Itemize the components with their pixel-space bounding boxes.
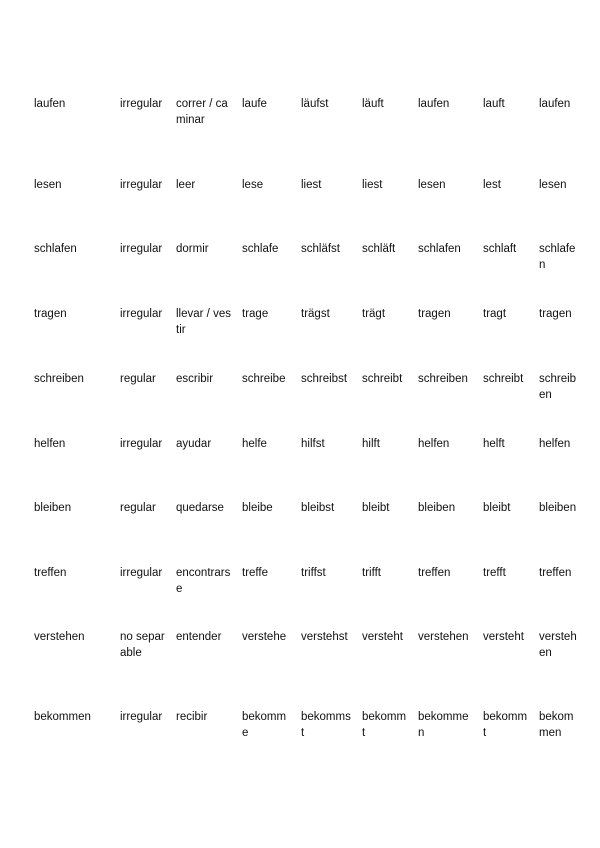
ich-form-cell: bleibe — [242, 502, 273, 514]
translation-cell: encontrarse — [176, 567, 231, 595]
wir-form-cell: helfen — [418, 438, 450, 450]
sie-form-cell: helfen — [539, 438, 571, 450]
wir-form-cell: schreiben — [418, 373, 468, 385]
er-form-cell: bleibt — [362, 502, 390, 514]
du-form-cell: schläfst — [301, 243, 340, 255]
du-form-cell: schreibst — [301, 373, 348, 385]
table-row — [28, 703, 584, 767]
ihr-form-cell: bekommt — [483, 711, 528, 739]
du-form-cell: trägst — [301, 308, 330, 320]
ich-form-cell: trage — [242, 308, 269, 320]
du-form-cell: verstehst — [301, 631, 348, 643]
sie-form-cell: verstehen — [539, 631, 577, 659]
verb-type-cell: irregular — [120, 179, 163, 191]
du-form-cell: läufst — [301, 98, 329, 110]
er-form-cell: versteht — [362, 631, 403, 643]
translation-cell: recibir — [176, 711, 208, 723]
translation-cell: escribir — [176, 373, 214, 385]
table-row — [28, 235, 584, 300]
ich-form-cell: schreibe — [242, 373, 286, 385]
ihr-form-cell: schreibt — [483, 373, 524, 385]
er-form-cell: liest — [362, 179, 383, 191]
wir-form-cell: bleiben — [418, 502, 456, 514]
du-form-cell: bleibst — [301, 502, 335, 514]
ihr-form-cell: trefft — [483, 567, 506, 579]
sie-form-cell: schlafen — [539, 243, 576, 271]
translation-cell: dormir — [176, 243, 209, 255]
translation-cell: correr / caminar — [176, 98, 228, 126]
translation-cell: ayudar — [176, 438, 212, 450]
verb-type-cell: irregular — [120, 243, 163, 255]
verb-type-cell: irregular — [120, 567, 163, 579]
wir-form-cell: bekommen — [418, 711, 469, 739]
table-row — [28, 90, 584, 171]
verb-type-cell: regular — [120, 502, 156, 514]
verb-type-cell: irregular — [120, 438, 163, 450]
ihr-form-cell: schlaft — [483, 243, 517, 255]
wir-form-cell: schlafen — [418, 243, 461, 255]
infinitive-cell: laufen — [34, 98, 66, 110]
wir-form-cell: laufen — [418, 98, 450, 110]
translation-cell: llevar / vestir — [176, 308, 231, 336]
infinitive-cell: schreiben — [34, 373, 84, 385]
table-row — [28, 300, 584, 365]
verb-type-cell: regular — [120, 373, 156, 385]
sie-form-cell: tragen — [539, 308, 572, 320]
ich-form-cell: treffe — [242, 567, 268, 579]
du-form-cell: triffst — [301, 567, 326, 579]
infinitive-cell: tragen — [34, 308, 67, 320]
infinitive-cell: treffen — [34, 567, 67, 579]
ihr-form-cell: helft — [483, 438, 505, 450]
infinitive-cell: schlafen — [34, 243, 77, 255]
infinitive-cell: bleiben — [34, 502, 72, 514]
infinitive-cell: helfen — [34, 438, 66, 450]
infinitive-cell: verstehen — [34, 631, 85, 643]
verb-type-cell: irregular — [120, 98, 163, 110]
wir-form-cell: treffen — [418, 567, 451, 579]
translation-cell: leer — [176, 179, 196, 191]
sie-form-cell: lesen — [539, 179, 567, 191]
ihr-form-cell: bleibt — [483, 502, 511, 514]
er-form-cell: trägt — [362, 308, 386, 320]
du-form-cell: hilfst — [301, 438, 325, 450]
ihr-form-cell: lauft — [483, 98, 505, 110]
ihr-form-cell: tragt — [483, 308, 507, 320]
table-row — [28, 430, 584, 494]
ich-form-cell: verstehe — [242, 631, 287, 643]
table-row — [28, 171, 584, 235]
verb-type-cell: no separable — [120, 631, 165, 659]
sie-form-cell: bekommen — [539, 711, 574, 739]
er-form-cell: hilft — [362, 438, 380, 450]
table-row — [28, 623, 584, 703]
table-row — [28, 494, 584, 559]
du-form-cell: bekommst — [301, 711, 351, 739]
wir-form-cell: verstehen — [418, 631, 469, 643]
infinitive-cell: lesen — [34, 179, 62, 191]
verb-conjugation-table — [28, 90, 584, 767]
wir-form-cell: tragen — [418, 308, 451, 320]
sie-form-cell: laufen — [539, 98, 571, 110]
du-form-cell: liest — [301, 179, 322, 191]
er-form-cell: schläft — [362, 243, 396, 255]
ihr-form-cell: versteht — [483, 631, 524, 643]
verb-type-cell: irregular — [120, 308, 163, 320]
ich-form-cell: schlafe — [242, 243, 279, 255]
ich-form-cell: bekomme — [242, 711, 287, 739]
infinitive-cell: bekommen — [34, 711, 91, 723]
er-form-cell: schreibt — [362, 373, 403, 385]
er-form-cell: bekommt — [362, 711, 407, 739]
ich-form-cell: helfe — [242, 438, 267, 450]
wir-form-cell: lesen — [418, 179, 446, 191]
sie-form-cell: treffen — [539, 567, 572, 579]
sie-form-cell: schreiben — [539, 373, 577, 401]
sie-form-cell: bleiben — [539, 502, 577, 514]
er-form-cell: läuft — [362, 98, 384, 110]
verb-type-cell: irregular — [120, 711, 163, 723]
er-form-cell: trifft — [362, 567, 381, 579]
translation-cell: entender — [176, 631, 222, 643]
table-row — [28, 559, 584, 623]
translation-cell: quedarse — [176, 502, 224, 514]
table-row — [28, 365, 584, 430]
ich-form-cell: lese — [242, 179, 264, 191]
ich-form-cell: laufe — [242, 98, 267, 110]
ihr-form-cell: lest — [483, 179, 501, 191]
